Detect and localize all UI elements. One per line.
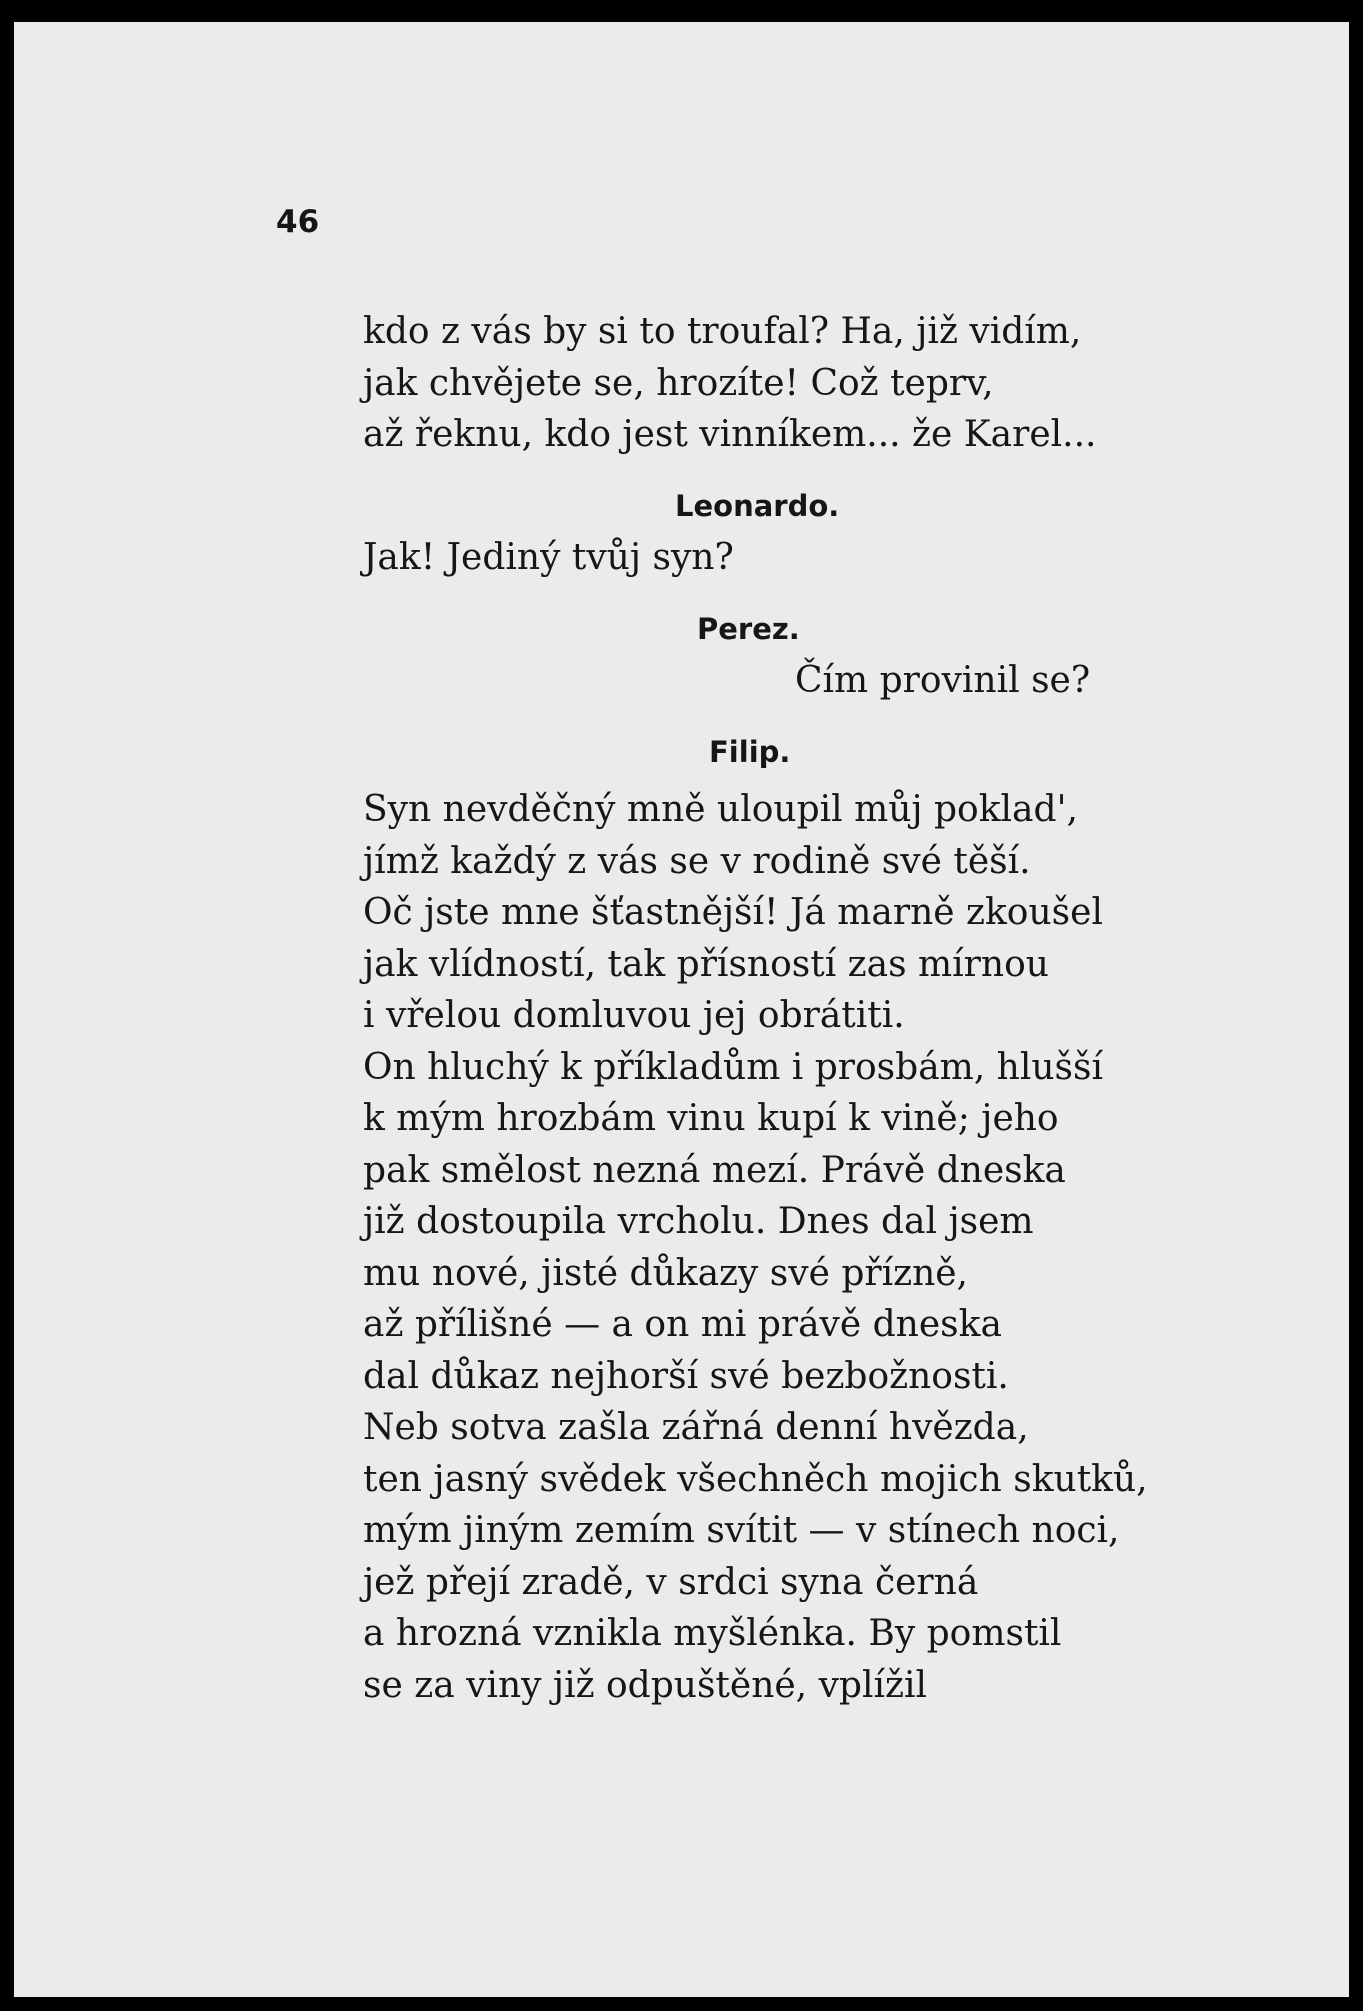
verse-line: mým jiným zemím svítit — v stínech noci,	[363, 1510, 1120, 1551]
verse-line: dal důkaz nejhorší své bezbožnosti.	[363, 1355, 1009, 1397]
verse-line: kdo z vás by si to troufal? Ha, již vidím,	[363, 311, 1082, 352]
verse-line: k mým hrozbám vinu kupí k vině; jeho	[363, 1098, 1059, 1139]
verse-line: Oč jste mne šťastnější! Já marně zkoušel	[363, 892, 1103, 933]
verse-line: až přílišné — a on mi právě dneska	[363, 1304, 1002, 1345]
verse-line: mu nové, jisté důkazy své přízně,	[363, 1252, 969, 1294]
verse-line: Čím provinil se?	[795, 660, 1091, 701]
speaker-perez: Perez.	[697, 611, 800, 646]
verse-line: i vřelou domluvou jej obrátiti.	[363, 995, 905, 1036]
speaker-filip: Filip.	[709, 734, 791, 769]
verse-line: pak smělost nezná mezí. Právě dneska	[363, 1149, 1066, 1191]
book-page	[14, 22, 1349, 1997]
verse-line: jak vlídností, tak přísností zas mírnou	[363, 943, 1049, 985]
verse-text	[363, 306, 1263, 1711]
verse-line: Neb sotva zašla zářná denní hvězda,	[363, 1407, 1029, 1448]
verse-line: jímž každý z vás se v rodině své těší.	[363, 840, 1031, 882]
verse-line: a hrozná vznikla myšlénka. By pomstil	[363, 1613, 1062, 1654]
verse-line: Jak! Jediný tvůj syn?	[363, 537, 734, 578]
verse-line: se za viny již odpuštěné, vplížil	[363, 1664, 927, 1706]
verse-line: Syn nevděčný mně uloupil můj poklad',	[363, 789, 1078, 830]
verse-line: ten jasný svědek všechněch mojich skutků,	[363, 1458, 1148, 1500]
verse-line: On hluchý k příkladům i prosbám, hlušší	[363, 1046, 1104, 1088]
page-number: 46	[276, 204, 320, 240]
verse-line: jež přejí zradě, v srdci syna černá	[363, 1561, 979, 1603]
verse-line: již dostoupila vrcholu. Dnes dal jsem	[363, 1201, 1034, 1242]
verse-line: jak chvějete se, hrozíte! Což teprv,	[363, 362, 994, 404]
verse-line: až řeknu, kdo jest vinníkem... že Karel...	[363, 414, 1097, 455]
speaker-leonardo: Leonardo.	[675, 488, 840, 523]
